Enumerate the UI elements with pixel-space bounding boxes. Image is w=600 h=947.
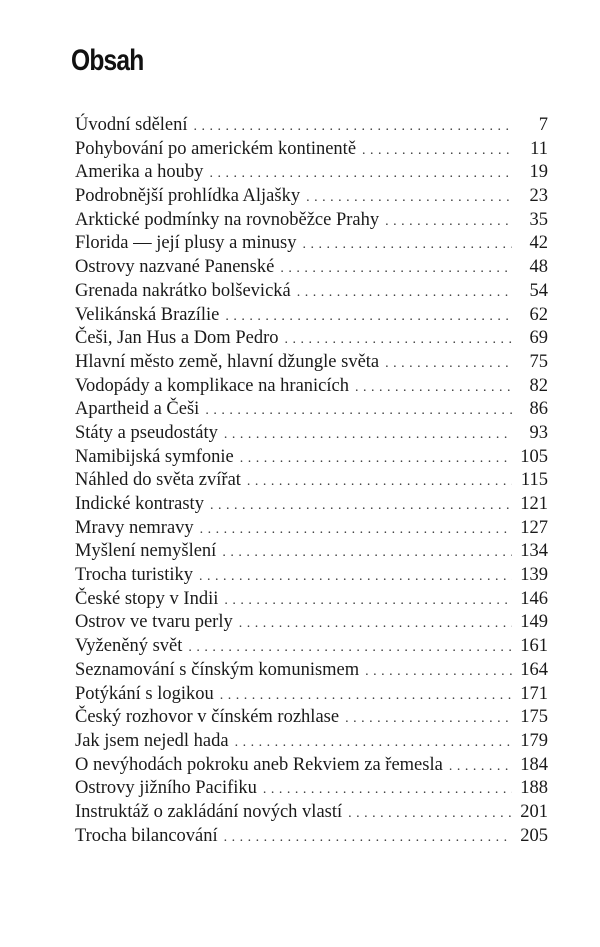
- dot-leader: [240, 447, 512, 471]
- toc-entry-page: 35: [529, 209, 548, 230]
- dot-leader: [247, 470, 512, 494]
- toc-entry-title: Ostrovy jižního Pacifiku: [75, 778, 257, 799]
- toc-entry-title: České stopy v Indii: [75, 588, 219, 609]
- toc-entry-title: Hlavní město země, hlavní džungle světa: [75, 351, 380, 372]
- toc-entry-title: Apartheid a Češi: [75, 399, 200, 420]
- toc-entry-page: 86: [529, 399, 548, 420]
- toc-entry: [75, 659, 548, 683]
- toc-entry-page: 146: [520, 588, 548, 609]
- dot-leader: [385, 210, 512, 234]
- toc-entry-title: Amerika a houby: [75, 162, 204, 183]
- dot-leader: [385, 352, 512, 376]
- toc-entry-title: Státy a pseudostáty: [75, 422, 218, 443]
- toc-entry-page: 19: [529, 162, 548, 183]
- toc-entry-title: Vyženěný svět: [75, 636, 183, 657]
- toc-entry-page: 134: [520, 541, 548, 562]
- dot-leader: [188, 636, 512, 660]
- toc-entry: [75, 517, 548, 541]
- dot-leader: [235, 731, 512, 755]
- dot-leader: [345, 707, 512, 731]
- toc-entry: [75, 138, 548, 162]
- dot-leader: [199, 565, 512, 589]
- toc-entry: [75, 635, 548, 659]
- dot-leader: [194, 115, 512, 139]
- toc-entry-title: Florida — její plusy a minusy: [75, 233, 297, 254]
- toc-entry: [75, 114, 548, 138]
- toc-entry: [75, 398, 548, 422]
- toc-entry: [75, 351, 548, 375]
- dot-leader: [205, 399, 512, 423]
- toc-entry-page: 23: [529, 186, 548, 207]
- toc-entry-page: 205: [520, 825, 548, 846]
- toc-entry-title: Náhled do světa zvířat: [75, 470, 241, 491]
- toc-entry: [75, 446, 548, 470]
- toc-entry-page: 75: [529, 351, 548, 372]
- toc-entry-title: Úvodní sdělení: [75, 115, 188, 135]
- toc-entry: [75, 493, 548, 517]
- toc-entry-page: 149: [520, 612, 548, 633]
- toc-entry: [75, 730, 548, 754]
- toc-entry: [75, 232, 548, 256]
- toc-entry: [75, 375, 548, 399]
- dot-leader: [355, 376, 512, 400]
- toc-entry-title: Ostrov ve tvaru perly: [75, 612, 233, 633]
- dot-leader: [200, 518, 512, 542]
- toc-entry: [75, 280, 548, 304]
- toc-entry-page: 139: [520, 565, 548, 586]
- toc-entry: [75, 754, 548, 778]
- toc-entry-page: 164: [520, 659, 548, 680]
- toc-entry-title: Trocha turistiky: [75, 565, 194, 586]
- dot-leader: [365, 660, 512, 684]
- toc-entry: [75, 540, 548, 564]
- toc-entry: [75, 777, 548, 801]
- toc-entry-page: 201: [520, 801, 548, 822]
- dot-leader: [239, 612, 512, 636]
- toc-entry-title: Indické kontrasty: [75, 494, 204, 514]
- toc-entry: [75, 611, 548, 635]
- dot-leader: [263, 778, 512, 802]
- dot-leader: [220, 684, 512, 708]
- toc-entry-title: Namibijská symfonie: [75, 446, 234, 467]
- toc-entry-title: O nevýhodách pokroku aneb Rekviem za řemesla: [75, 754, 443, 775]
- toc-entry: [75, 469, 548, 493]
- toc-entry-title: Český rozhovor v čínském rozhlase: [75, 707, 340, 728]
- toc-entry: [75, 304, 548, 328]
- toc-entry: [75, 801, 548, 825]
- dot-leader: [222, 541, 512, 565]
- toc-entry-title: Potýkání s logikou: [75, 683, 214, 704]
- dot-leader: [224, 589, 512, 613]
- toc-entry-title: Seznamování s čínským komunismem: [75, 659, 360, 680]
- toc-entry-page: 93: [529, 422, 548, 443]
- toc-entry-page: 62: [529, 304, 548, 325]
- dot-leader: [280, 257, 512, 281]
- dot-leader: [348, 802, 512, 826]
- dot-leader: [209, 162, 512, 186]
- toc-entry-title: Mravy nemravy: [75, 517, 194, 538]
- dot-leader: [362, 139, 512, 163]
- toc-entry-page: 48: [529, 257, 548, 278]
- toc-entry-title: Vodopády a komplikace na hranicích: [75, 375, 349, 396]
- toc-entry-title: Ostrovy nazvané Panenské: [75, 257, 275, 278]
- toc-entry-page: 127: [520, 517, 548, 538]
- toc-entry-page: 161: [520, 636, 548, 657]
- toc-entry-title: Češi, Jan Hus a Dom Pedro: [75, 328, 279, 349]
- dot-leader: [302, 233, 512, 257]
- dot-leader: [284, 328, 512, 352]
- toc-entry-page: 7: [538, 115, 548, 135]
- page-title: Obsah: [71, 44, 144, 77]
- toc-entry-page: 54: [529, 280, 548, 301]
- toc-entry-page: 115: [520, 470, 548, 491]
- toc-entry-title: Podrobnější prohlídka Aljašky: [75, 186, 301, 207]
- toc-entry: [75, 706, 548, 730]
- toc-entry-title: Instruktáž o zakládání nových vlastí: [75, 801, 343, 822]
- toc-entry: [75, 825, 548, 849]
- toc-entry-page: 188: [520, 778, 548, 799]
- toc-entry-page: 42: [529, 233, 548, 254]
- toc-entry: [75, 256, 548, 280]
- toc-entry-page: 179: [520, 730, 548, 751]
- toc-entry-page: 175: [520, 707, 548, 728]
- toc-entry: [75, 564, 548, 588]
- toc-entry-page: 11: [530, 138, 548, 159]
- toc-entry-title: Arktické podmínky na rovnoběžce Prahy: [75, 209, 380, 230]
- toc-entry-title: Jak jsem nejedl hada: [75, 730, 229, 751]
- toc-entry-title: Pohybování po americkém kontinentě: [75, 138, 357, 159]
- toc-entry-page: 105: [520, 446, 548, 467]
- toc-entry: [75, 588, 548, 612]
- toc-entry: [75, 422, 548, 446]
- dot-leader: [224, 826, 512, 850]
- dot-leader: [449, 755, 512, 779]
- toc-entry: [75, 185, 548, 209]
- toc-entry-title: Trocha bilancování: [75, 825, 218, 846]
- toc-entry-page: 69: [529, 328, 548, 349]
- toc-entry-page: 121: [520, 494, 548, 514]
- dot-leader: [225, 305, 512, 329]
- toc-entry-title: Myšlení nemyšlení: [75, 541, 217, 562]
- dot-leader: [224, 423, 512, 447]
- toc-entry-page: 171: [520, 683, 548, 704]
- toc-entry: [75, 683, 548, 707]
- dot-leader: [297, 281, 512, 305]
- toc-entry: [75, 327, 548, 351]
- toc-entry-page: 184: [520, 754, 548, 775]
- dot-leader: [210, 494, 512, 518]
- toc-entry: [75, 209, 548, 233]
- toc-entry: [75, 161, 548, 185]
- table-of-contents: [75, 114, 548, 848]
- toc-entry-title: Grenada nakrátko bolševická: [75, 280, 291, 301]
- dot-leader: [306, 186, 512, 210]
- toc-entry-title: Velikánská Brazílie: [75, 304, 220, 325]
- toc-entry-page: 82: [529, 375, 548, 396]
